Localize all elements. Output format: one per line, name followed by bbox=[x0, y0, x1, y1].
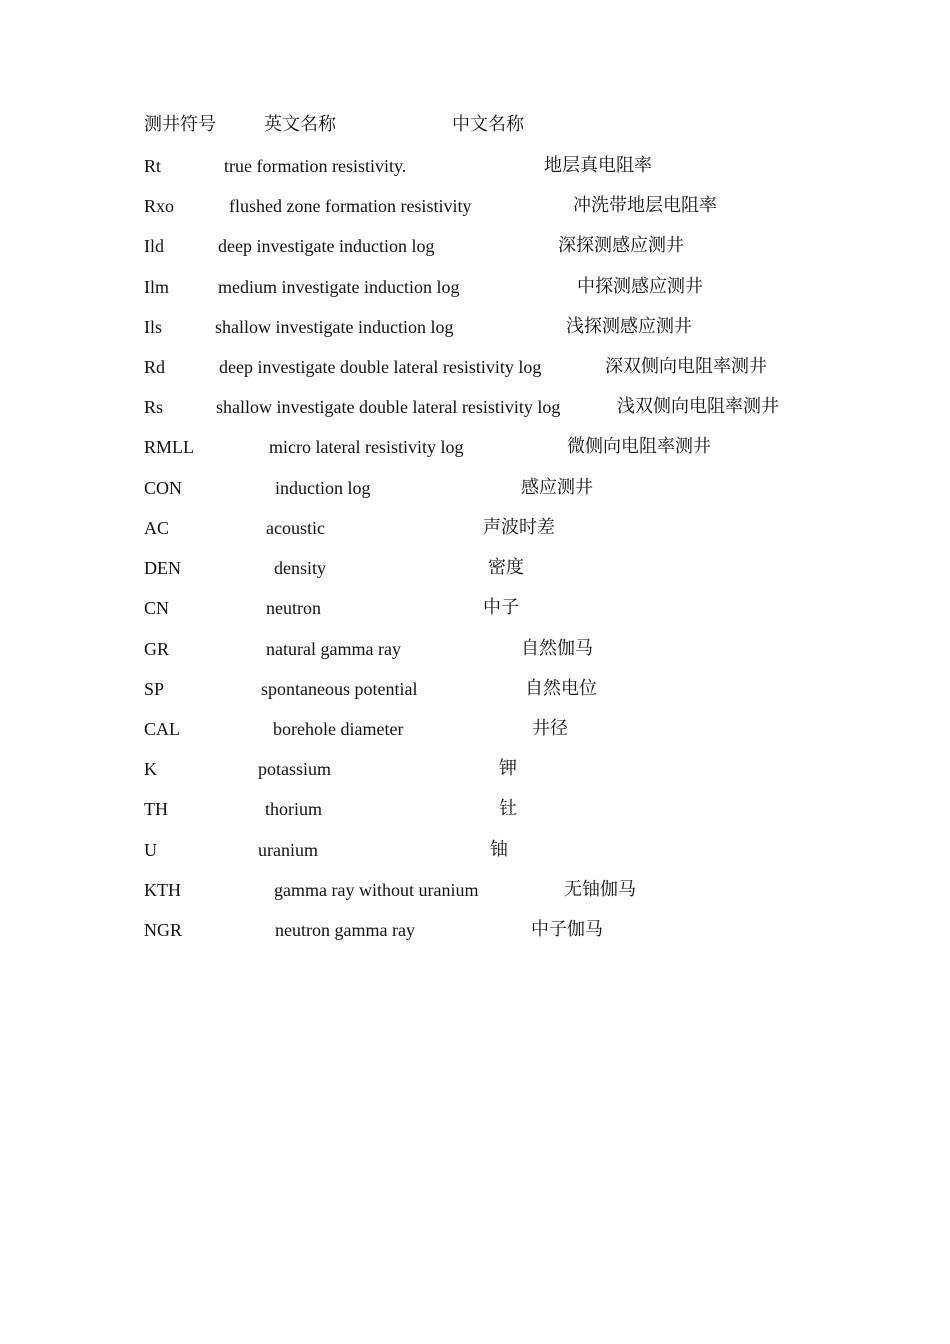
table-row bbox=[0, 717, 950, 741]
chinese-cell: 铀 bbox=[490, 839, 508, 860]
symbol-cell: U bbox=[144, 840, 157, 860]
chinese-cell: 深双侧向电阻率测井 bbox=[605, 356, 767, 377]
symbol-cell: CAL bbox=[144, 719, 180, 739]
symbol-cell: Rxo bbox=[144, 196, 175, 216]
english-cell: thorium bbox=[265, 799, 322, 819]
table-row bbox=[0, 315, 950, 339]
symbol-cell: Ils bbox=[144, 317, 162, 337]
english-cell: induction log bbox=[275, 478, 371, 498]
table-row bbox=[0, 878, 950, 902]
chinese-cell: 井径 bbox=[532, 718, 568, 739]
symbol-cell: AC bbox=[144, 518, 170, 538]
table-row bbox=[0, 797, 950, 821]
english-cell: density bbox=[274, 558, 326, 578]
header-english: 英文名称 bbox=[264, 114, 336, 135]
header-chinese: 中文名称 bbox=[452, 114, 524, 135]
table-row bbox=[0, 275, 950, 299]
english-cell: neutron bbox=[266, 598, 321, 618]
table-row bbox=[0, 556, 950, 580]
english-cell: acoustic bbox=[266, 518, 325, 538]
english-cell: shallow investigate double lateral resistivity log bbox=[216, 397, 561, 417]
symbol-cell: CN bbox=[144, 598, 170, 618]
english-cell: spontaneous potential bbox=[261, 679, 418, 699]
table-row bbox=[0, 234, 950, 258]
english-cell: micro lateral resistivity log bbox=[269, 437, 464, 457]
symbol-cell: Rs bbox=[144, 397, 164, 417]
symbol-cell: TH bbox=[144, 799, 168, 819]
chinese-cell: 密度 bbox=[488, 557, 524, 578]
table-row bbox=[0, 677, 950, 701]
chinese-cell: 浅探测感应测井 bbox=[566, 316, 692, 337]
english-cell: natural gamma ray bbox=[266, 639, 401, 659]
english-cell: true formation resistivity. bbox=[224, 156, 407, 176]
symbol-cell: CON bbox=[144, 478, 183, 498]
table-row bbox=[0, 395, 950, 419]
english-cell: borehole diameter bbox=[273, 719, 404, 739]
chinese-cell: 冲洗带地层电阻率 bbox=[573, 195, 717, 216]
english-cell: deep investigate double lateral resistivity log bbox=[219, 357, 542, 377]
chinese-cell: 无铀伽马 bbox=[564, 879, 636, 900]
header-symbol: 测井符号 bbox=[144, 114, 216, 135]
symbol-cell: Rt bbox=[144, 156, 162, 176]
symbol-cell: NGR bbox=[144, 920, 183, 940]
english-cell: uranium bbox=[258, 840, 318, 860]
table-row bbox=[0, 637, 950, 661]
table-row bbox=[0, 435, 950, 459]
chinese-cell: 深探测感应测井 bbox=[558, 235, 684, 256]
symbol-cell: Rd bbox=[144, 357, 166, 377]
symbol-cell: Ilm bbox=[144, 277, 169, 297]
chinese-cell: 中子 bbox=[483, 597, 519, 618]
chinese-cell: 中子伽马 bbox=[531, 919, 603, 940]
table-row bbox=[0, 194, 950, 218]
english-cell: medium investigate induction log bbox=[218, 277, 460, 297]
chinese-cell: 钍 bbox=[499, 798, 517, 819]
english-cell: gamma ray without uranium bbox=[274, 880, 479, 900]
chinese-cell: 微侧向电阻率测井 bbox=[567, 436, 711, 457]
table-row bbox=[0, 476, 950, 500]
symbol-cell: GR bbox=[144, 639, 170, 659]
english-cell: deep investigate induction log bbox=[218, 236, 435, 256]
chinese-cell: 中探测感应测井 bbox=[577, 276, 703, 297]
chinese-cell: 声波时差 bbox=[483, 517, 555, 538]
chinese-cell: 地层真电阻率 bbox=[544, 155, 652, 176]
english-cell: shallow investigate induction log bbox=[215, 317, 454, 337]
table-row bbox=[0, 154, 950, 178]
header-row bbox=[0, 113, 950, 137]
chinese-cell: 自然伽马 bbox=[521, 638, 593, 659]
english-cell: flushed zone formation resistivity bbox=[229, 196, 472, 216]
chinese-cell: 感应测井 bbox=[521, 477, 593, 498]
english-cell: potassium bbox=[258, 759, 332, 779]
table-row bbox=[0, 918, 950, 942]
symbol-cell: KTH bbox=[144, 880, 181, 900]
symbol-cell: RMLL bbox=[144, 437, 195, 457]
chinese-cell: 自然电位 bbox=[525, 678, 597, 699]
english-cell: neutron gamma ray bbox=[275, 920, 415, 940]
chinese-cell: 浅双侧向电阻率测井 bbox=[617, 396, 779, 417]
symbol-cell: Ild bbox=[144, 236, 164, 256]
table-row bbox=[0, 355, 950, 379]
chinese-cell: 钾 bbox=[499, 758, 517, 779]
symbol-cell: DEN bbox=[144, 558, 181, 578]
symbol-cell: K bbox=[144, 759, 157, 779]
table-row bbox=[0, 516, 950, 540]
table-row bbox=[0, 596, 950, 620]
symbol-cell: SP bbox=[144, 679, 165, 699]
table-row bbox=[0, 838, 950, 862]
table-row bbox=[0, 757, 950, 781]
